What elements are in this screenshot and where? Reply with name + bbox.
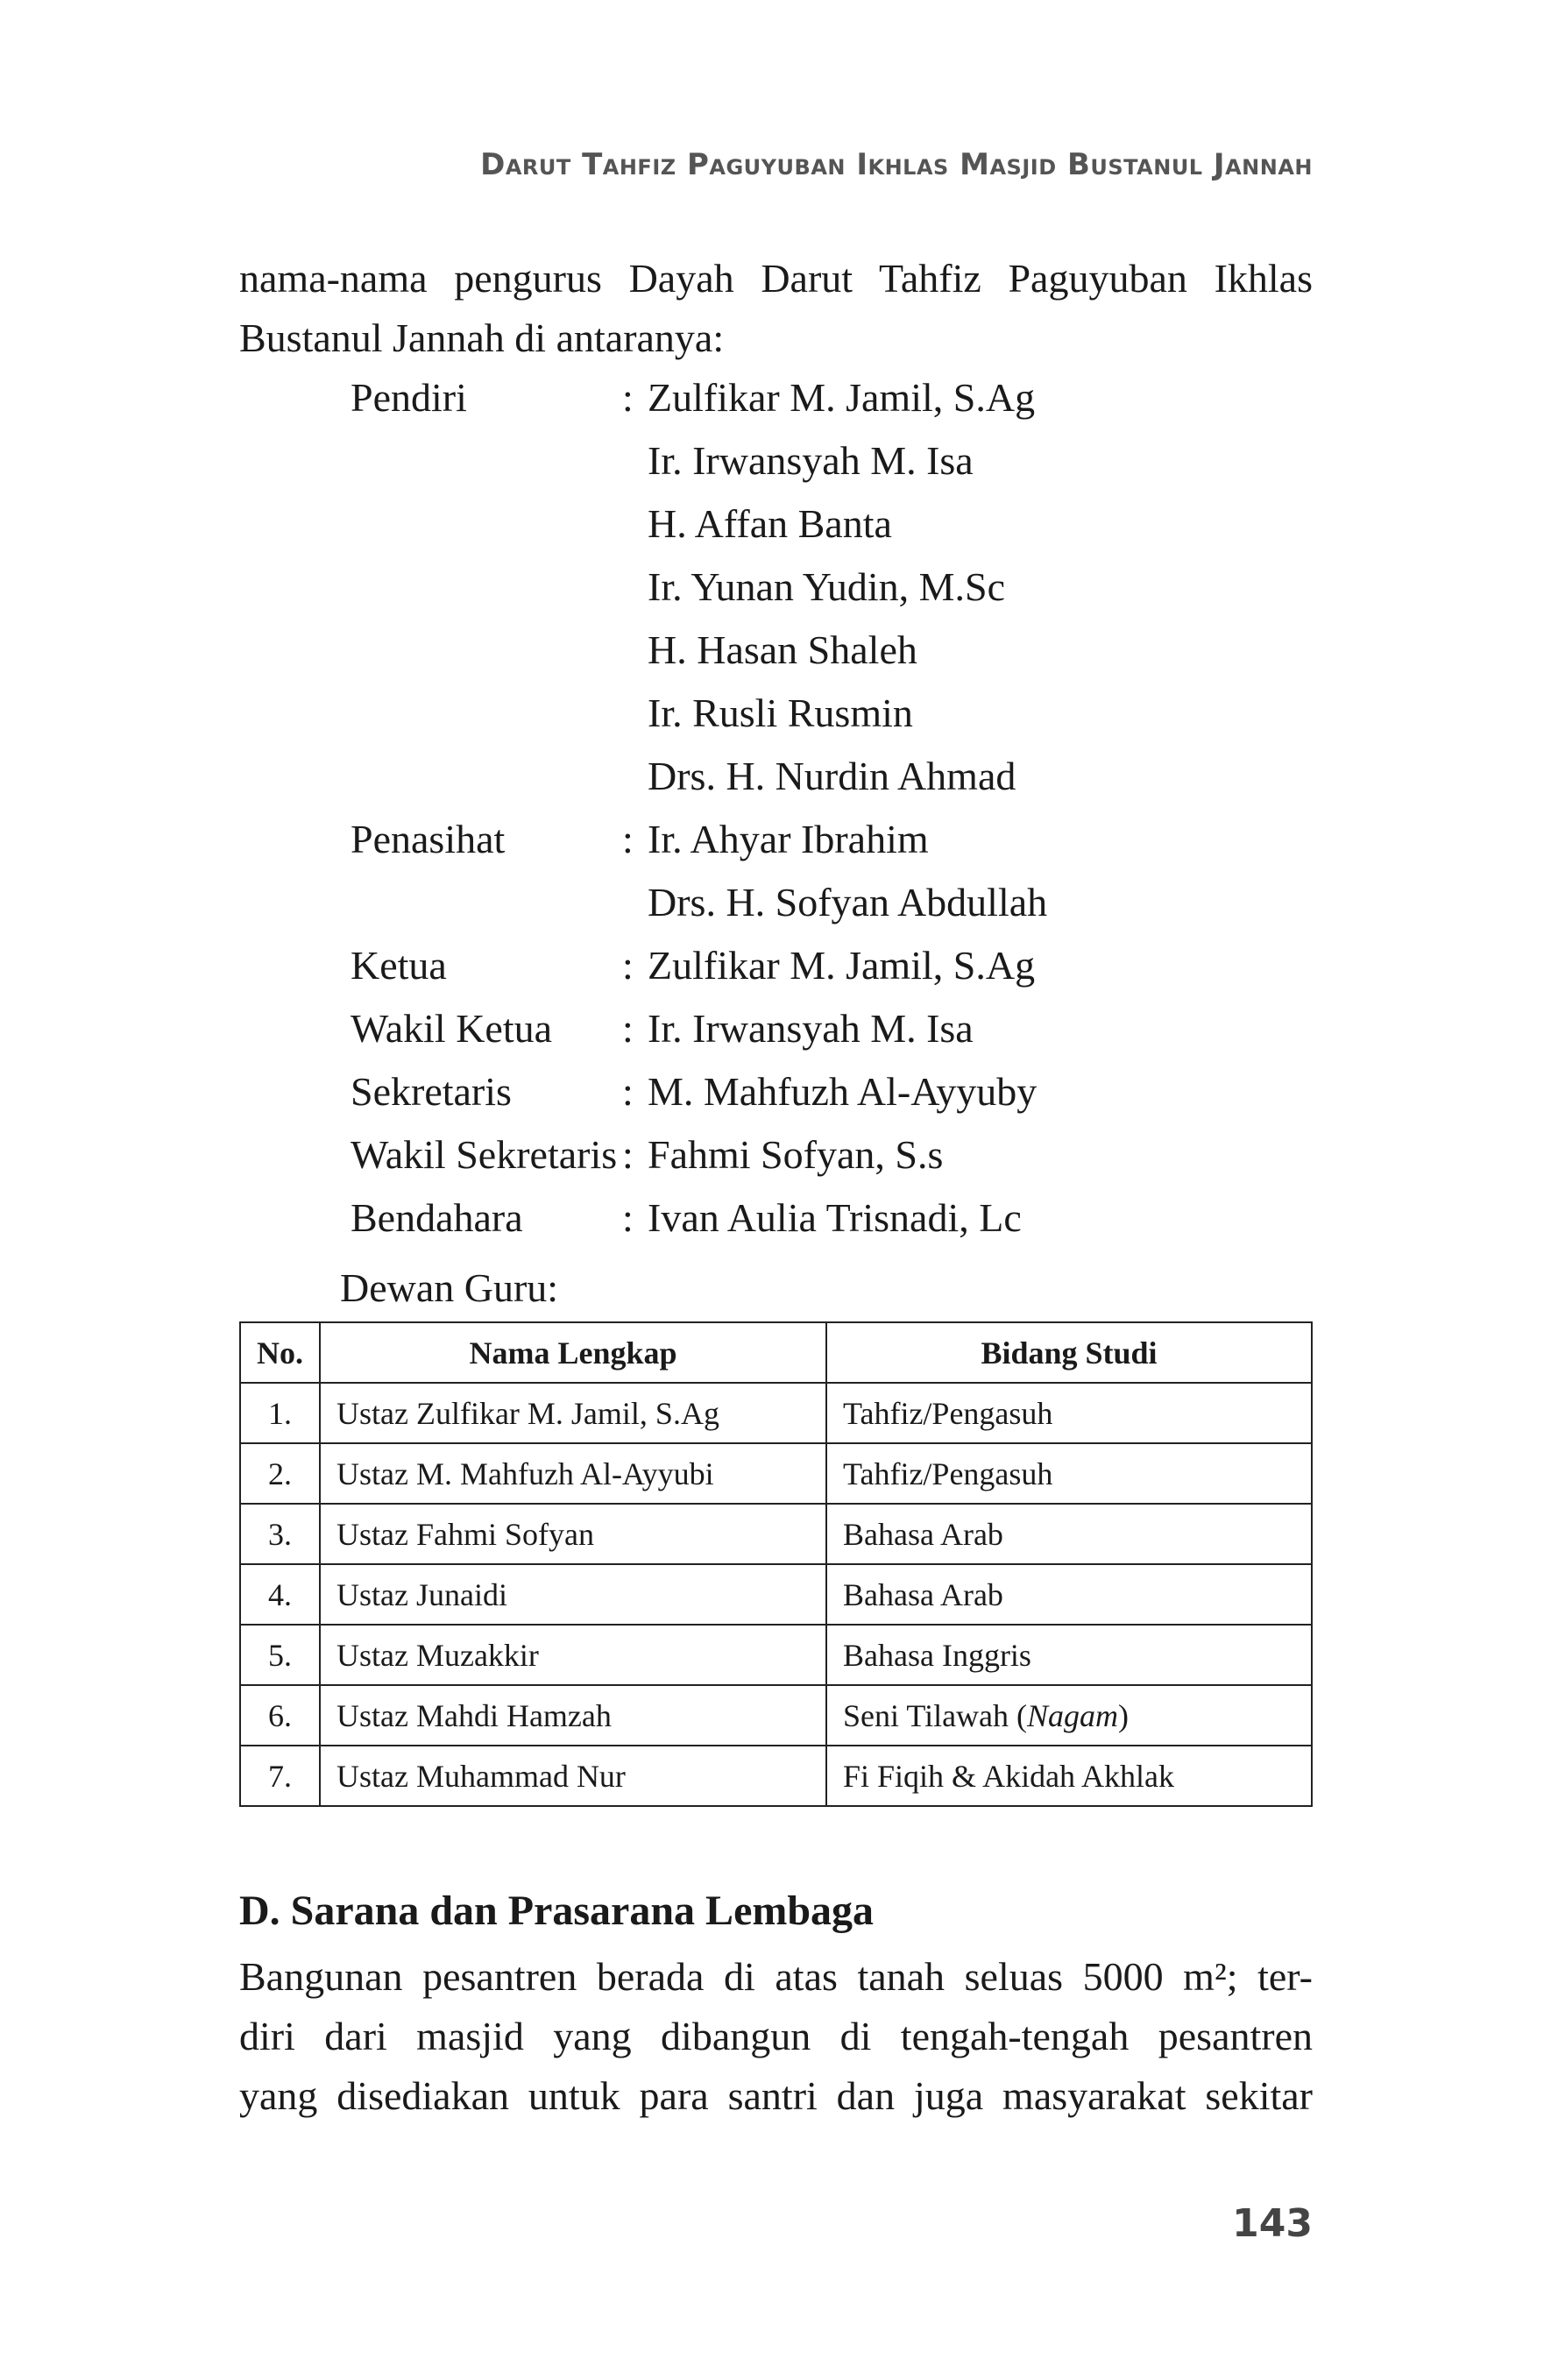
cell-subject: Tahfiz/Pengasuh	[826, 1443, 1312, 1504]
cell-no: 5.	[240, 1625, 320, 1685]
cell-no: 3.	[240, 1504, 320, 1564]
pengurus-label: Penasihat	[351, 817, 506, 861]
body-line: diri dari masjid yang dibangun di tengah-tengah pesantren	[239, 2014, 1313, 2058]
pengurus-colon: :	[622, 817, 634, 861]
pengurus-name: Drs. H. Nurdin Ahmad	[648, 754, 1016, 798]
body-line: Bangunan pesantren berada di atas tanah seluas 5000 m²; ter-	[239, 1954, 1313, 1999]
pengurus-label: Wakil Ketua	[351, 1006, 553, 1051]
cell-subject: Seni Tilawah (Nagam)	[826, 1685, 1312, 1746]
column-header-subject: Bidang Studi	[826, 1322, 1312, 1383]
cell-subject: Bahasa Arab	[826, 1564, 1312, 1625]
pengurus-name: Ir. Yunan Yudin, M.Sc	[648, 564, 1006, 609]
pengurus-label: Sekretaris	[351, 1069, 512, 1114]
dewan-guru-table	[239, 1321, 1313, 1807]
pengurus-name: Ir. Ahyar Ibrahim	[648, 817, 929, 861]
pengurus-name: Drs. H. Sofyan Abdullah	[648, 880, 1048, 924]
cell-name: Ustaz Junaidi	[320, 1564, 826, 1625]
pengurus-label: Ketua	[351, 943, 447, 988]
column-header-name: Nama Lengkap	[320, 1322, 826, 1383]
dewan-guru-heading: Dewan Guru:	[340, 1265, 559, 1310]
cell-subject: Bahasa Arab	[826, 1504, 1312, 1564]
pengurus-colon: :	[622, 943, 634, 988]
cell-subject: Bahasa Inggris	[826, 1625, 1312, 1685]
pengurus-name: H. Affan Banta	[648, 501, 892, 546]
cell-name: Ustaz Muhammad Nur	[320, 1746, 826, 1806]
section-d-paragraph	[239, 1947, 1313, 2126]
pengurus-label: Pendiri	[351, 375, 467, 420]
cell-subject: Tahfiz/Pengasuh	[826, 1383, 1312, 1443]
pengurus-name: Zulfikar M. Jamil, S.Ag	[648, 375, 1036, 420]
table-row	[240, 1443, 1312, 1504]
cell-no: 4.	[240, 1564, 320, 1625]
pengurus-name: Ivan Aulia Trisnadi, Lc	[648, 1195, 1022, 1240]
pengurus-name: Fahmi Sofyan, S.s	[648, 1132, 944, 1177]
table-row	[240, 1746, 1312, 1806]
table-row	[240, 1685, 1312, 1746]
table-row	[240, 1564, 1312, 1625]
table-row	[240, 1625, 1312, 1685]
cell-no: 2.	[240, 1443, 320, 1504]
intro-line: Bustanul Jannah di antaranya:	[239, 315, 725, 360]
page-number: 143	[1232, 2201, 1313, 2246]
cell-name: Ustaz M. Mahfuzh Al-Ayyubi	[320, 1443, 826, 1504]
cell-name: Ustaz Zulfikar M. Jamil, S.Ag	[320, 1383, 826, 1443]
pengurus-name: Zulfikar M. Jamil, S.Ag	[648, 943, 1036, 988]
running-header: Darut Tahfiz Paguyuban Ikhlas Masjid Bustanul Jannah	[480, 147, 1313, 182]
cell-name: Ustaz Muzakkir	[320, 1625, 826, 1685]
cell-name: Ustaz Mahdi Hamzah	[320, 1685, 826, 1746]
pengurus-name: M. Mahfuzh Al-Ayyuby	[648, 1069, 1038, 1114]
pengurus-colon: :	[622, 1006, 634, 1051]
intro-paragraph	[239, 249, 1313, 368]
pengurus-name: Ir. Irwansyah M. Isa	[648, 1006, 974, 1051]
table-row	[240, 1504, 1312, 1564]
pengurus-colon: :	[622, 375, 634, 420]
section-heading: D. Sarana dan Prasarana Lembaga	[239, 1888, 875, 1934]
pengurus-name: Ir. Irwansyah M. Isa	[648, 438, 974, 483]
pengurus-name: H. Hasan Shaleh	[648, 627, 917, 672]
body-line: yang disediakan untuk para santri dan juga masyarakat sekitar	[239, 2073, 1313, 2118]
pengurus-label: Wakil Sekretaris	[351, 1132, 618, 1177]
cell-subject: Fi Fiqih & Akidah Akhlak	[826, 1746, 1312, 1806]
cell-no: 1.	[240, 1383, 320, 1443]
pengurus-colon: :	[622, 1195, 634, 1240]
table-header-row	[240, 1322, 1312, 1383]
table-row	[240, 1383, 1312, 1443]
pengurus-label: Bendahara	[351, 1195, 523, 1240]
pengurus-colon: :	[622, 1069, 634, 1114]
column-header-no: No.	[240, 1322, 320, 1383]
intro-line: nama-nama pengurus Dayah Darut Tahfiz Paguyuban Ikhlas	[239, 256, 1313, 301]
cell-name: Ustaz Fahmi Sofyan	[320, 1504, 826, 1564]
pengurus-name: Ir. Rusli Rusmin	[648, 691, 913, 735]
cell-no: 6.	[240, 1685, 320, 1746]
pengurus-colon: :	[622, 1132, 634, 1177]
cell-no: 7.	[240, 1746, 320, 1806]
